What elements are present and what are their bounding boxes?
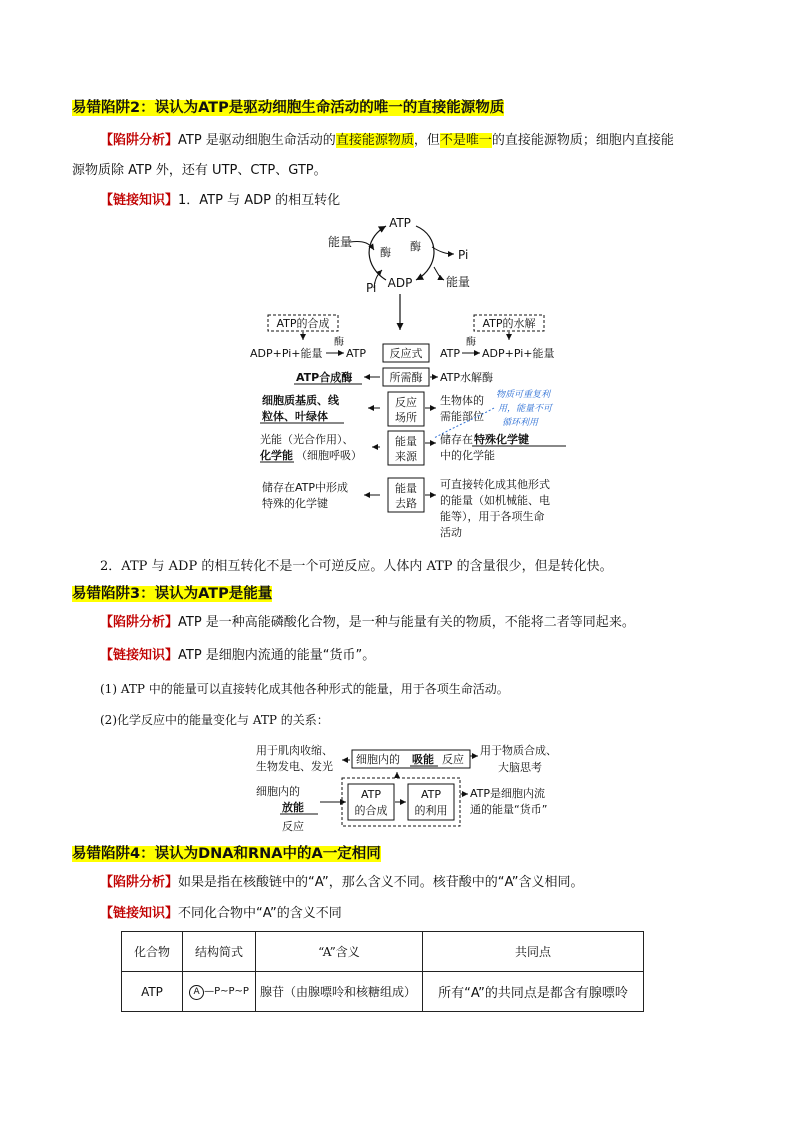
src-right-1b: 特殊化学键 [474,433,529,446]
row-enzyme-label: 所需酶 [389,371,423,384]
text: ATP 是驱动细胞生命活动的 [178,133,336,148]
pi-out-arrow [432,247,454,254]
eq-left: ADP+Pi+能量 [250,347,323,360]
eq-left-enzyme: 酶 [334,337,344,348]
analysis-tag: 【陷阱分析】 [100,875,179,890]
trap3-title [72,582,272,603]
row-reaction-label: 反应式 [389,347,423,360]
src-left-2a: 化学能 [260,449,293,462]
cycle-atp: ATP [389,216,411,230]
site-right-1: 生物体的 [440,394,484,407]
handwritten-note-3: 循环利用 [502,418,539,428]
hydrolysis-label: ATP的水解 [482,317,536,330]
energy-out-arrow [434,267,444,280]
coupling-right-2: 大脑思考 [498,761,542,774]
cycle-adp: ADP [387,276,413,290]
formula-circle: A [189,985,204,1000]
trap3-item1: (1) ATP 中的能量可以直接转化成其他各种形式的能量，用于各项生命活动。 [100,682,509,696]
link-tag: 【链接知识】 [100,193,179,208]
table-header: 结构简式 [183,932,256,972]
endergonic-a: 细胞内的 [356,753,400,766]
table-cell-formula [183,972,256,1012]
eq-right-reactant: ATP [440,347,461,360]
row-source-label-b: 来源 [395,450,417,463]
formula-rest: —P~P~P [204,986,249,997]
trap2-analysis [100,130,674,152]
table-header: 化合物 [122,932,183,972]
out-right-4: 活动 [440,526,462,539]
synthesis-label: ATP的合成 [276,317,330,330]
currency-2: 通的能量“货币” [470,803,548,816]
trap2-title [72,96,504,117]
trap2-title-text: 易错陷阱2：误认为ATP是驱动细胞生命活动的唯一的直接能源物质 [72,100,505,116]
eq-left-product: ATP [346,347,367,360]
link-tag: 【链接知识】 [100,906,179,921]
out-left-1: 储存在ATP中形成 [262,481,349,494]
atp-adp-diagram [240,212,580,552]
table-header-row [122,932,644,972]
text: 1．ATP 与 ADP 的相互转化 [178,193,341,208]
endergonic-b: 吸能 [412,753,434,766]
eq-right-product: ADP+Pi+能量 [482,347,555,360]
trap3-link [100,645,375,667]
highlight: 直接能源物质 [335,133,414,148]
a-meaning-table [121,931,644,1012]
handwritten-note-1: 物质可重复利 [496,390,551,400]
trap2-analysis-line2: 源物质除 ATP 外，还有 UTP、CTP、GTP。 [72,163,327,178]
src-right-2: 中的化学能 [440,449,495,462]
energy-right: 能量 [446,275,471,289]
src-left-1: 光能（光合作用）、 [260,433,354,446]
trap4-title-text: 易错陷阱4：误认为DNA和RNA中的A一定相同 [72,846,381,862]
trap3-title-text: 易错陷阱3：误认为ATP是能量 [72,586,273,602]
table-cell-meaning: 腺苷（由腺嘌呤和核糖组成） [256,972,423,1012]
site-left-1: 细胞质基质、线 [262,394,339,407]
trap4-analysis [100,872,584,894]
row-source-label-a: 能量 [395,435,417,448]
table-cell-compound: ATP [122,972,183,1012]
exergonic-2: 放能 [282,801,304,814]
row-site-label-a: 反应 [395,396,417,409]
trap4-link [100,903,342,925]
table-header: 共同点 [423,932,644,972]
eq-right-enzyme: 酶 [466,337,476,348]
text: ，但 [413,133,440,148]
out-left-2: 特殊的化学键 [262,497,328,510]
text: 的直接能源物质；细胞内直接能 [491,133,674,148]
coupling-left-1: 用于肌肉收缩、 [256,744,333,757]
row-site-label-b: 场所 [395,411,417,424]
table-row [122,972,644,1012]
endergonic-c: 反应 [442,753,464,766]
atp-use-2: 的利用 [414,804,448,817]
trap2-link [100,190,340,212]
trap4-title [72,842,381,863]
trap3-analysis [100,612,635,634]
table-header: “A”含义 [256,932,423,972]
handwritten-note-2: 用，能量不可 [498,404,553,414]
exergonic-1: 细胞内的 [256,785,300,798]
text: ATP 是一种高能磷酸化合物，是一种与能量有关的物质，不能将二者等同起来。 [178,615,635,630]
coupling-right-1: 用于物质合成、 [480,744,557,757]
table-cell-common: 所有“A”的共同点是都含有腺嘌呤 [423,972,644,1012]
enzyme-synth: ATP合成酶 [296,371,353,384]
exergonic-3: 反应 [282,820,304,833]
src-right-1a: 储存在 [440,433,473,446]
atp-synthesis-2: 的合成 [354,804,388,817]
enzyme-right: 酶 [410,240,421,253]
out-right-1: 可直接转化成其他形式 [440,478,550,491]
text: 不同化合物中“A”的含义不同 [178,906,342,921]
site-right-2: 需能部位 [440,410,484,423]
site-left-2: 粒体、叶绿体 [262,410,328,423]
atp-use-1: ATP [420,788,442,801]
energy-coupling-diagram [252,738,572,838]
pi-left: Pi [366,281,377,295]
cycle-right-arc [416,226,434,280]
pi-right: Pi [458,248,469,262]
row-dest-label-b: 去路 [395,497,417,510]
trap2-note2: 2．ATP 与 ADP 的相互转化不是一个可逆反应。人体内 ATP 的含量很少，但是转化快。 [100,559,613,574]
enzyme-left: 酶 [380,246,391,259]
analysis-tag: 【陷阱分析】 [100,133,179,148]
analysis-tag: 【陷阱分析】 [100,615,179,630]
energy-left: 能量 [328,235,353,249]
row-dest-label-a: 能量 [395,482,417,495]
out-right-2: 的能量（如机械能、电 [440,494,550,507]
text: ATP 是细胞内流通的能量“货币”。 [178,648,376,663]
trap3-item2: (2)化学反应中的能量变化与 ATP 的关系： [100,713,329,727]
text: 如果是指在核酸链中的“A”，那么含义不同。核苷酸中的“A”含义相同。 [178,875,584,890]
highlight: 不是唯一 [439,133,492,148]
link-tag: 【链接知识】 [100,648,179,663]
out-right-3: 能等），用于各项生命 [440,510,545,523]
atp-synthesis-1: ATP [360,788,382,801]
currency-1: ATP是细胞内流 [470,787,546,800]
enzyme-hydro: ATP水解酶 [440,371,494,384]
src-left-2b: （细胞呼吸） [296,449,362,462]
coupling-left-2: 生物发电、发光 [256,760,333,773]
